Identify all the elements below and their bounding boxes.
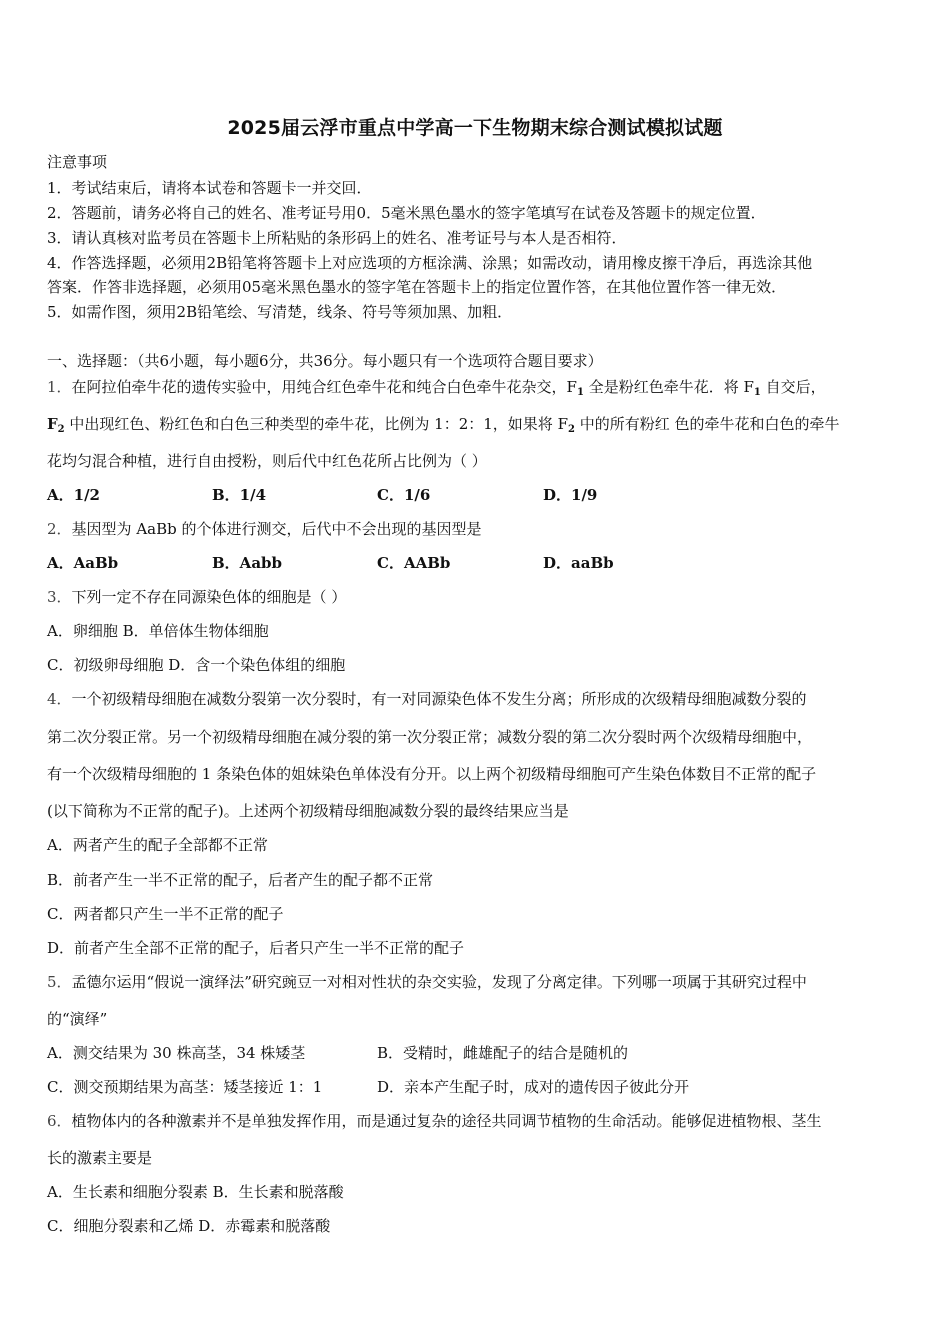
- notice-item: 3．请认真核对监考员在答题卡上所粘贴的条形码上的姓名、准考证号与本人是否相符．: [47, 229, 627, 247]
- question-1-line: 1．在阿拉伯牵牛花的遗传实验中，用纯合红色牵牛花和纯合白色牵牛花杂交，$F_1$ 全是粉红色牵牛花．将 $F_1$ 自交后，: [47, 378, 826, 398]
- option-b[interactable]: B．前者产生一半不正常的配子，后者产生的配子都不正常: [47, 871, 434, 889]
- notice-item: 5．如需作图，须用2B铅笔绘、写清楚，线条、符号等须加黑、加粗．: [47, 303, 513, 321]
- section-heading: 一、选择题：（共6小题，每小题6分，共36分。每小题只有一个选项符合题目要求）: [47, 352, 603, 370]
- option-row-cd[interactable]: C．初级卵母细胞 D．含一个染色体组的细胞: [47, 656, 346, 674]
- option-d[interactable]: D．1/9: [543, 486, 598, 504]
- option-a[interactable]: A．测交结果为 30 株高茎，34 株矮茎: [47, 1044, 306, 1062]
- option-b[interactable]: B．Aabb: [212, 554, 283, 572]
- option-row-ab[interactable]: A．生长素和细胞分裂素 B．生长素和脱落酸: [47, 1183, 344, 1201]
- notice-item: 4．作答选择题，必须用2B铅笔将答题卡上对应选项的方框涂满、涂黑；如需改动，请用橡皮擦干净后，再选涂其他: [47, 254, 813, 272]
- notice-item: 1．考试结束后，请将本试卷和答题卡一并交回．: [47, 179, 372, 197]
- page-title: 2025届云浮市重点中学高一下生物期末综合测试模拟试题: [227, 117, 723, 139]
- option-c[interactable]: C．测交预期结果为高茎：矮茎接近 1：1: [47, 1078, 323, 1096]
- option-c[interactable]: C．AABb: [377, 554, 451, 572]
- option-a[interactable]: A．两者产生的配子全部都不正常: [47, 836, 268, 854]
- question-5-line: 5．孟德尔运用“假说一演绎法”研究豌豆一对相对性状的杂交实验，发现了分离定律。下列哪一项属于其研究过程中: [47, 973, 807, 991]
- option-c[interactable]: C．1/6: [377, 486, 431, 504]
- notice-item: 答案．作答非选择题，必须用05毫米黑色墨水的签字笔在答题卡上的指定位置作答，在其他位置作答一律无效．: [47, 278, 787, 296]
- option-d[interactable]: D．前者产生全部不正常的配子，后者只产生一半不正常的配子: [47, 939, 465, 957]
- option-d[interactable]: D．aaBb: [543, 554, 614, 572]
- question-number: 2．: [47, 520, 72, 538]
- question-2: 2．基因型为 AaBb 的个体进行测交，后代中不会出现的基因型是: [47, 520, 482, 538]
- option-b[interactable]: B．1/4: [212, 486, 267, 504]
- option-a[interactable]: A．AaBb: [47, 554, 119, 572]
- question-6-line: 6．植物体内的各种激素并不是单独发挥作用，而是通过复杂的途径共同调节植物的生命活动。能够促进植物根、茎生: [47, 1112, 822, 1130]
- question-4-line: 4．一个初级精母细胞在减数分裂第一次分裂时，有一对同源染色体不发生分离；所形成的次级精母细胞减数分裂的: [47, 690, 807, 708]
- option-row-ab[interactable]: A．卵细胞 B．单倍体生物体细胞: [47, 622, 269, 640]
- question-4-line: (以下简称为不正常的配子)。上述两个初级精母细胞减数分裂的最终结果应当是: [47, 802, 569, 820]
- question-number: 3．: [47, 588, 72, 606]
- option-d[interactable]: D．亲本产生配子时，成对的遗传因子彼此分开: [377, 1078, 690, 1096]
- notice-item: 2．答题前，请务必将自己的姓名、准考证号用0．5毫米黑色墨水的签字笔填写在试卷及答题卡的规定位置．: [47, 204, 766, 222]
- question-1-line: $F_2$ 中出现红色、粉红色和白色三种类型的牵牛花，比例为 1：2：1，如果将 $F_2$ 中的所有粉红 色的牵牛花和白色的牵牛: [47, 415, 840, 435]
- question-6-line: 长的激素主要是: [47, 1149, 153, 1167]
- question-3: 3．下列一定不存在同源染色体的细胞是（ ）: [47, 588, 347, 606]
- option-row-cd[interactable]: C．细胞分裂素和乙烯 D．赤霉素和脱落酸: [47, 1217, 331, 1235]
- question-number: 4．: [47, 690, 72, 708]
- question-4-line: 有一个次级精母细胞的 1 条染色体的姐妹染色单体没有分开。以上两个初级精母细胞可产生染色体数目不正常的配子: [47, 765, 817, 783]
- question-5-line: 的“演绎”: [47, 1010, 108, 1028]
- option-a[interactable]: A．1/2: [47, 486, 100, 504]
- question-1-line: 花均匀混合种植，进行自由授粉，则后代中红色花所占比例为（ ）: [47, 452, 487, 470]
- option-c[interactable]: C．两者都只产生一半不正常的配子: [47, 905, 284, 923]
- option-b[interactable]: B．受精时，雌雄配子的结合是随机的: [377, 1044, 629, 1062]
- question-4-line: 第二次分裂正常。另一个初级精母细胞在减分裂的第一次分裂正常；减数分裂的第二次分裂时两个次级精母细胞中，: [47, 728, 813, 746]
- question-number: 1．: [47, 378, 72, 396]
- question-number: 6．: [47, 1112, 72, 1130]
- notice-heading: 注意事项: [47, 153, 108, 171]
- question-number: 5．: [47, 973, 72, 991]
